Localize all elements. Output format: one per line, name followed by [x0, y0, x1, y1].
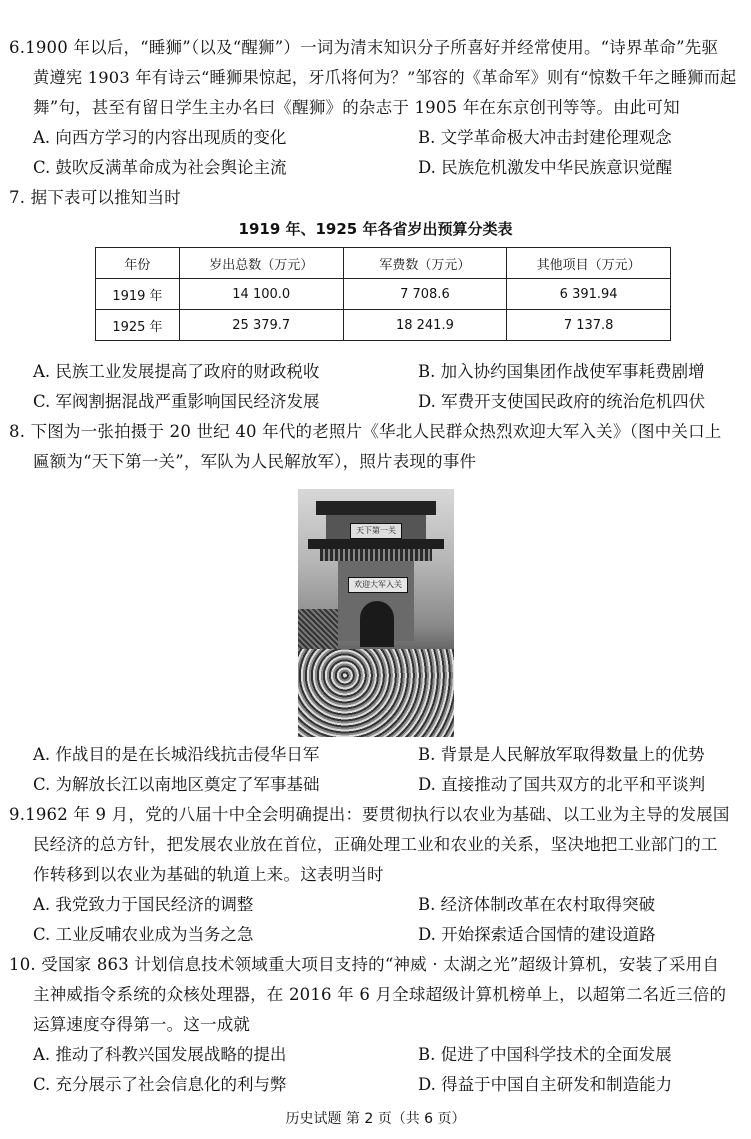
q9-line-2: 民经济的总方针，把发展农业放在首位，正确处理工业和农业的关系，坚决地把工业部门的工 [33, 835, 718, 854]
q6-option-a[interactable]: A. 向西方学习的内容出现质的变化 [33, 128, 287, 147]
q10-line-2: 主神威指令系统的众核处理器，在 2016 年 6 月全球超级计算机榜单上，以超第二名近三倍的 [33, 985, 727, 1004]
header-military: 军费数（万元） [343, 248, 507, 279]
q6-line-3: 舞”句，甚至有留日学生主办名曰《醒狮》的杂志于 1905 年在东京创刊等等。由此可知 [33, 98, 680, 117]
cell-total: 25 379.7 [179, 310, 343, 341]
q8-line-1: 8. 下图为一张拍摄于 20 世纪 40 年代的老照片《华北人民群众热烈欢迎大军入关》（图中关口上 [9, 422, 722, 441]
q8-option-d[interactable]: D. 直接推动了国共双方的北平和平谈判 [418, 775, 706, 794]
q8-option-a[interactable]: A. 作战目的是在长城沿线抗击侵华日军 [33, 745, 320, 764]
q7-table-title: 1919 年、1925 年各省岁出预算分类表 [238, 220, 513, 238]
photo-banner: 欢迎大军入关 [348, 577, 408, 593]
cell-other: 6 391.94 [507, 279, 671, 310]
cell-military: 7 708.6 [343, 279, 507, 310]
photo-roof [316, 501, 436, 515]
q10-option-b[interactable]: B. 促进了中国科学技术的全面发展 [418, 1045, 672, 1064]
q10-option-c[interactable]: C. 充分展示了社会信息化的利与弊 [33, 1075, 287, 1094]
q6-option-d[interactable]: D. 民族危机激发中华民族意识觉醒 [418, 158, 673, 177]
q6-line-2: 黄遵宪 1903 年有诗云“睡狮果惊起，牙爪将何为？”邹容的《革命军》则有“惊数千年之睡狮而起 [33, 68, 737, 87]
q10-line-1: 10. 受国家 863 计划信息技术领域重大项目支持的“神威 · 太湖之光”超级计算机，安装了采用自 [9, 955, 720, 974]
photo-plaque: 天下第一关 [350, 523, 402, 539]
q8-line-2: 匾额为“天下第一关”，军队为人民解放军），照片表现的事件 [33, 452, 477, 471]
q6-line-1: 6.1900 年以后，“睡狮”（以及“醒狮”）一词为清末知识分子所喜好并经常使用。“诗界革命”先驱 [9, 38, 719, 57]
photo-archway [360, 601, 394, 647]
q9-option-d[interactable]: D. 开始探索适合国情的建设道路 [418, 925, 656, 944]
q8-option-b[interactable]: B. 背景是人民解放军取得数量上的优势 [418, 745, 705, 764]
header-total: 岁出总数（万元） [179, 248, 343, 279]
q9-option-b[interactable]: B. 经济体制改革在农村取得突破 [418, 895, 656, 914]
q10-option-a[interactable]: A. 推动了科教兴国发展战略的提出 [33, 1045, 287, 1064]
historical-photo [298, 489, 454, 737]
q9-option-a[interactable]: A. 我党致力于国民经济的调整 [33, 895, 254, 914]
table-row [96, 279, 671, 310]
q7-option-b[interactable]: B. 加入协约国集团作战使军事耗费剧增 [418, 362, 705, 381]
q9-line-1: 9.1962 年 9 月，党的八届十中全会明确提出：要贯彻执行以农业为基础、以工业为主导的发展国 [9, 805, 730, 824]
photo-lower-roof [308, 539, 444, 549]
cell-total: 14 100.0 [179, 279, 343, 310]
q7-option-a[interactable]: A. 民族工业发展提高了政府的财政税收 [33, 362, 320, 381]
header-other: 其他项目（万元） [507, 248, 671, 279]
table-header-row [96, 248, 671, 279]
table-row [96, 310, 671, 341]
q6-option-c[interactable]: C. 鼓吹反满革命成为社会舆论主流 [33, 158, 287, 177]
q6-option-b[interactable]: B. 文学革命极大冲击封建伦理观念 [418, 128, 672, 147]
q10-line-3: 运算速度夺得第一。这一成就 [33, 1015, 251, 1034]
q7-stem: 7. 据下表可以推知当时 [9, 188, 181, 207]
photo-crowd-on-wall [320, 549, 432, 561]
q10-option-d[interactable]: D. 得益于中国自主研发和制造能力 [418, 1075, 673, 1094]
q7-option-d[interactable]: D. 军费开支使国民政府的统治危机四伏 [418, 392, 706, 411]
q9-option-c[interactable]: C. 工业反哺农业成为当务之急 [33, 925, 254, 944]
q8-option-c[interactable]: C. 为解放长江以南地区奠定了军事基础 [33, 775, 320, 794]
budget-table [95, 247, 671, 341]
cell-year: 1919 年 [96, 279, 180, 310]
q7-option-c[interactable]: C. 军阀割据混战严重影响国民经济发展 [33, 392, 320, 411]
photo-crowd [298, 649, 454, 737]
cell-military: 18 241.9 [343, 310, 507, 341]
header-year: 年份 [96, 248, 180, 279]
cell-year: 1925 年 [96, 310, 180, 341]
page-footer: 历史试题 第 2 页（共 6 页） [285, 1111, 466, 1127]
cell-other: 7 137.8 [507, 310, 671, 341]
q9-line-3: 作转移到以农业为基础的轨道上来。这表明当时 [33, 865, 384, 884]
